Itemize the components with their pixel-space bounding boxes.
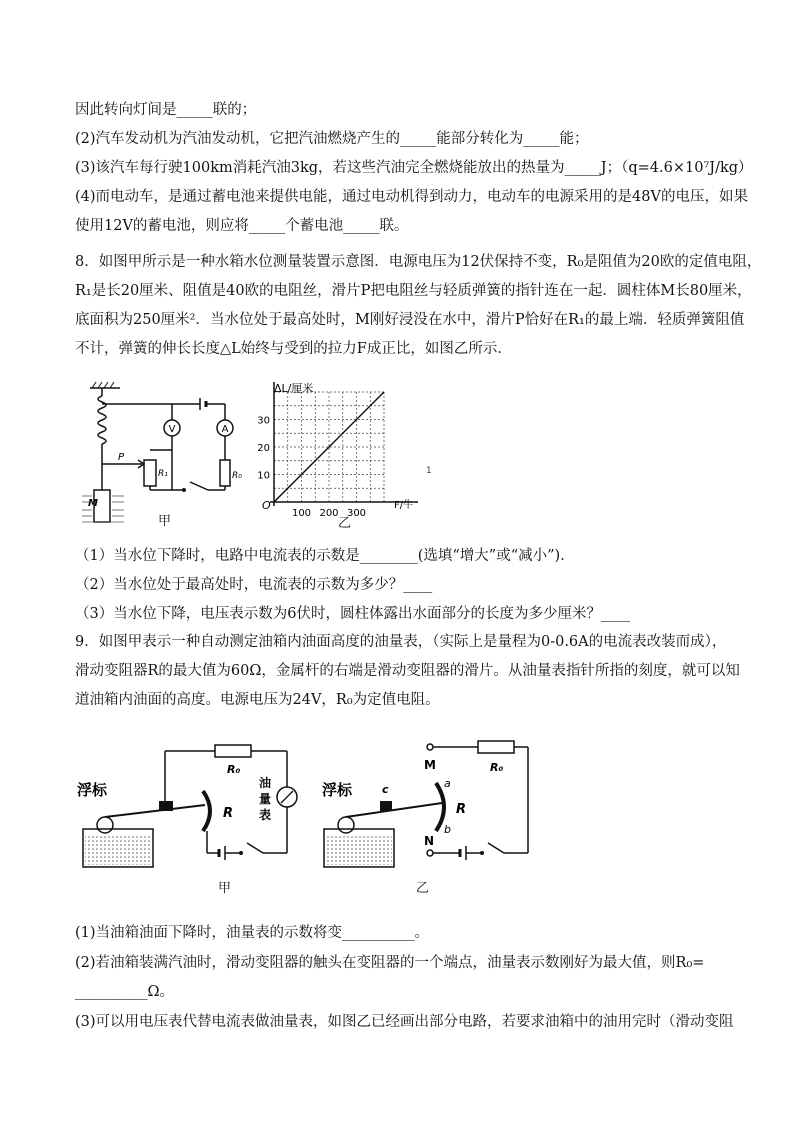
y-axis-label: ΔL/厘米 <box>274 382 314 395</box>
q9-sub-2-answer: __________Ω。 <box>75 984 175 1000</box>
meter-label-2: 量 <box>259 792 272 806</box>
y-tick-label: 30 <box>257 415 270 427</box>
end-b-label: b <box>444 823 451 836</box>
q9-line-3: 道油箱内油面的高度。电源电压为24V，R₀为定值电阻。 <box>75 692 440 708</box>
stray-mark: 1 <box>426 466 432 476</box>
q8-line-1: 8．如图甲所示是一种水箱水位测量装置示意图．电源电压为12伏保持不变，R₀是阻值为20欧的定值电阻， <box>75 254 762 270</box>
y-tick-label: 20 <box>257 443 270 454</box>
q9-fig-jia-caption: 甲 <box>218 881 232 896</box>
q8-graph <box>248 380 448 530</box>
terminal-n-label: N <box>424 834 435 848</box>
voltmeter-label: V <box>168 424 176 435</box>
q8-sub-3: （3）当水位下降，电压表示数为6伏时，圆柱体露出水面部分的长度为多少厘米？____ <box>75 606 630 622</box>
q8-fig-yi-caption: 乙 <box>338 516 352 531</box>
r0-label: R₀ <box>227 763 241 776</box>
q7-line-3: (3)该汽车每行驶100km消耗汽油3kg，若这些汽油完全燃烧能放出的热量为_____J；（q=4.6×10⁷J/kg） <box>75 160 753 176</box>
q7-line-4: (4)而电动车，是通过蓄电池来提供电能，通过电动机得到动力，电动车的电源采用的是48V的电压，如果 <box>75 189 748 205</box>
q9-fig-yi-caption: 乙 <box>416 881 430 896</box>
ammeter-label: A <box>221 424 229 435</box>
x-tick-label: 200 <box>319 508 339 519</box>
q9-line-2: 滑动变阻器R的最大值为60Ω，金属杆的右端是滑动变阻器的滑片。从油量表指针所指的刻度，就可以知 <box>75 663 740 679</box>
r0-label: R₀ <box>232 471 242 481</box>
x-tick-label: 100 <box>291 508 312 519</box>
float-label: 浮标 <box>322 781 353 799</box>
meter-label-3: 表 <box>259 808 272 822</box>
terminal-m-label: M <box>424 758 436 772</box>
q8-fig-jia-caption: 甲 <box>158 514 172 529</box>
q7-line-2: (2)汽车发动机为汽油发动机，它把汽油燃烧产生的_____能部分转化为_____能； <box>75 131 589 147</box>
q9-sub-1: (1)当油箱油面下降时，油量表的示数将变__________。 <box>75 925 430 941</box>
y-tick-label: 10 <box>257 470 270 482</box>
q9-fuel-gauge-circuit-jia <box>75 735 315 875</box>
origin-label: O <box>262 499 271 512</box>
resistor-r-label: R <box>456 802 467 817</box>
q9-sub-3: (3)可以用电压表代替电流表做油量表，如图乙已经画出部分电路，若要求油箱中的油用完时（滑动变阻 <box>75 1014 734 1030</box>
q7-line-1: 因此转向灯间是_____联的； <box>75 102 257 118</box>
r1-label: R₁ <box>158 469 168 479</box>
meter-label-1: 油 <box>259 776 272 790</box>
q7-line-5: 使用12V的蓄电池，则应将_____个蓄电池_____联。 <box>75 218 409 234</box>
slider-p-label: P <box>118 452 125 463</box>
q9-line-1: 9．如图甲表示一种自动测定油箱内油面高度的油量表，（实际上是量程为0-0.6A的电流表改装而成）， <box>75 634 727 650</box>
resistor-r-label: R <box>223 806 234 821</box>
x-tick-label: 300 <box>346 508 367 519</box>
point-c-label: c <box>382 783 389 796</box>
cylinder-m-label: M <box>88 498 98 509</box>
float-label: 浮标 <box>77 781 108 799</box>
q8-line-3: 底面积为250厘米²．当水位处于最高处时，M刚好浸没在水中，滑片P恰好在R₁的最上端．轻质弹簧阻值 <box>75 312 745 328</box>
q9-sub-2: (2)若油箱装满汽油时，滑动变阻器的触头在变阻器的一个端点，油量表示数刚好为最大值，则R₀= <box>75 955 705 971</box>
q8-sub-1: （1）当水位下降时，电路中电流表的示数是________(选填“增大”或“减小”)． <box>75 548 575 564</box>
r0-label: R₀ <box>490 761 504 774</box>
q8-sub-2: （2）当水位处于最高处时，电流表的示数为多少？____ <box>75 577 433 593</box>
q8-line-2: R₁是长20厘米、阻值是40欧的电阻丝，滑片P把电阻丝与轻质弹簧的指针连在一起．圆柱体M长80厘米， <box>75 283 752 299</box>
q9-fuel-gauge-circuit-yi <box>318 735 538 875</box>
x-axis-label: F/牛 <box>394 500 414 511</box>
end-a-label: a <box>444 777 451 790</box>
q8-line-4: 不计，弹簧的伸长长度△L始终与受到的拉力F成正比，如图乙所示． <box>75 341 512 357</box>
